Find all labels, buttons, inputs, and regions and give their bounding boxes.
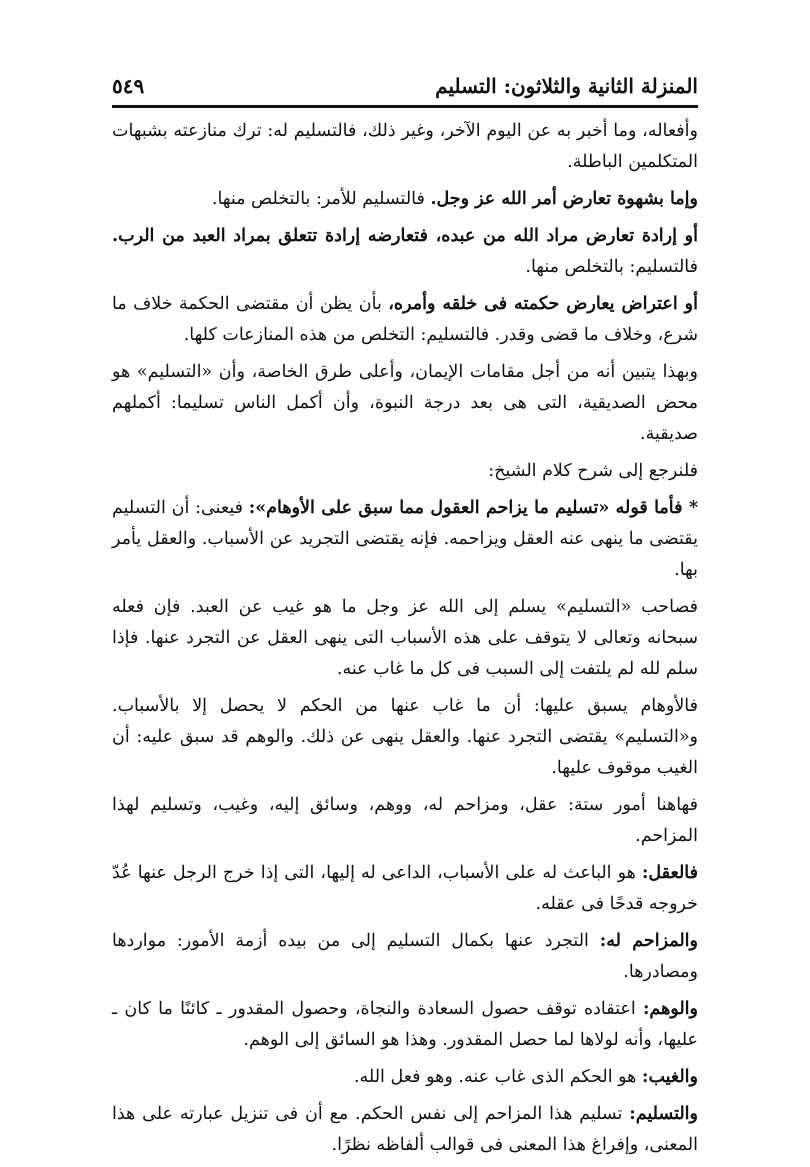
paragraph-text: فصاحب «التسليم» يسلم إلى الله عز وجل ما هو غيب عن العبد. فإن فعله سبحانه وتعالى لا يتوقف على هذه الأسباب التى ينهى العقل عن التجرد عنها. فإذا سلم لله لم يلتفت إلى السبب فى كل ما غاب عنه. bbox=[112, 597, 698, 679]
paragraph-4 bbox=[112, 289, 698, 351]
paragraph-lead: والتسليم: bbox=[629, 1104, 698, 1124]
paragraph-7 bbox=[112, 493, 698, 586]
paragraph-5 bbox=[112, 357, 698, 450]
paragraph-12 bbox=[112, 926, 698, 988]
paragraph-9 bbox=[112, 691, 698, 784]
paragraph-text: وأفعاله، وما أخبر به عن اليوم الآخر، وغير ذلك، فالتسليم له: ترك منازعته بشبهات المتكلمين الباطلة. bbox=[112, 121, 698, 172]
paragraph-text: تسليم هذا المزاحم إلى نفس الحكم. مع أن فى تنزيل عبارته على هذا المعنى، وإفراغ هذا المعنى فى قوالب ألفاظه نظرًا. bbox=[112, 1104, 698, 1155]
paragraph-lead: والمزاحم له: bbox=[599, 931, 698, 951]
paragraph-2 bbox=[112, 184, 698, 215]
paragraph-lead: فالعقل: bbox=[641, 863, 698, 883]
paragraph-14 bbox=[112, 1062, 698, 1093]
paragraph-15 bbox=[112, 1099, 698, 1161]
paragraph-10 bbox=[112, 790, 698, 852]
paragraph-text: هو الحكم الذى غاب عنه. وهو فعل الله. bbox=[353, 1067, 642, 1087]
chapter-title: المنزلة الثانية والثلاثون: التسليم bbox=[435, 74, 698, 98]
paragraph-11 bbox=[112, 858, 698, 920]
paragraph-text: بأن يظن أن مقتضى الحكمة خلاف ما شرع، وخلاف ما قضى وقدر. فالتسليم: التخلص من هذه المنازعات كلها. bbox=[112, 294, 698, 345]
paragraph-lead: أو إرادة تعارض مراد الله من عبده، فتعارضه إرادة تتعلق بمراد العبد من الرب. bbox=[112, 226, 698, 246]
paragraph-lead: والغيب: bbox=[641, 1067, 698, 1087]
paragraph-text: فالأوهام يسبق عليها: أن ما غاب عنها من الحكم لا يحصل إلا بالأسباب. و«التسليم» يقتضى التجرد عنها. والعقل ينهى عن ذلك. والوهم قد سبق عليه: أن الغيب موقوف عليها. bbox=[112, 696, 698, 778]
body-text bbox=[112, 116, 698, 1167]
page-number: ٥٤٩ bbox=[112, 74, 145, 98]
paragraph-lead: وإما بشهوة تعارض أمر الله عز وجل. bbox=[430, 189, 698, 209]
paragraph-text: اعتقاده توقف حصول السعادة والنجاة، وحصول المقدور ـ كائنًا ما كان ـ عليها، وأنه لولاها لما حصل المقدور. وهذا هو السائق إلى الوهم. bbox=[112, 999, 698, 1050]
running-header bbox=[112, 70, 698, 104]
paragraph-text: التجرد عنها بكمال التسليم إلى من بيده أزمة الأمور: مواردها ومصادرها. bbox=[112, 931, 698, 982]
paragraph-text: فيعنى: أن التسليم يقتضى ما ينهى عنه العقل ويزاحمه. فإنه يقتضى التجريد عن الأسباب. والعقل يأمر بها. bbox=[112, 498, 698, 580]
paragraph-text: فالتسليم للأمر: بالتخلص منها. bbox=[211, 189, 431, 209]
paragraph-8 bbox=[112, 592, 698, 685]
header-rule bbox=[112, 105, 698, 108]
paragraph-lead: أو اعتراض يعارض حكمته فى خلقه وأمره، bbox=[388, 294, 698, 314]
paragraph-text: فلنرجع إلى شرح كلام الشيخ: bbox=[488, 461, 698, 481]
paragraph-3 bbox=[112, 221, 698, 283]
paragraph-13 bbox=[112, 994, 698, 1056]
paragraph-6 bbox=[112, 456, 698, 487]
paragraph-text: فالتسليم: بالتخلص منها. bbox=[525, 257, 698, 277]
paragraph-text: فهاهنا أمور ستة: عقل، ومزاحم له، ووهم، وسائق إليه، وغيب، وتسليم لهذا المزاحم. bbox=[112, 795, 698, 846]
paragraph-lead: * فأما قوله «تسليم ما يزاحم العقول مما سبق على الأوهام»: bbox=[248, 498, 698, 518]
paragraph-text: وبهذا يتبين أنه من أجل مقامات الإيمان، وأعلى طرق الخاصة، وأن «التسليم» هو محض الصديقية، التى هى بعد درجة النبوة، وأن أكمل الناس تسليما: أكملهم صديقية. bbox=[112, 362, 699, 444]
paragraph-lead: والوهم: bbox=[642, 999, 698, 1019]
paragraph-text: هو الباعث له على الأسباب، الداعى له إليها، التى إذا خرج الرجل عنها عُدّ خروجه قدحًا فى عقله. bbox=[112, 863, 698, 914]
paragraph-1 bbox=[112, 116, 698, 178]
